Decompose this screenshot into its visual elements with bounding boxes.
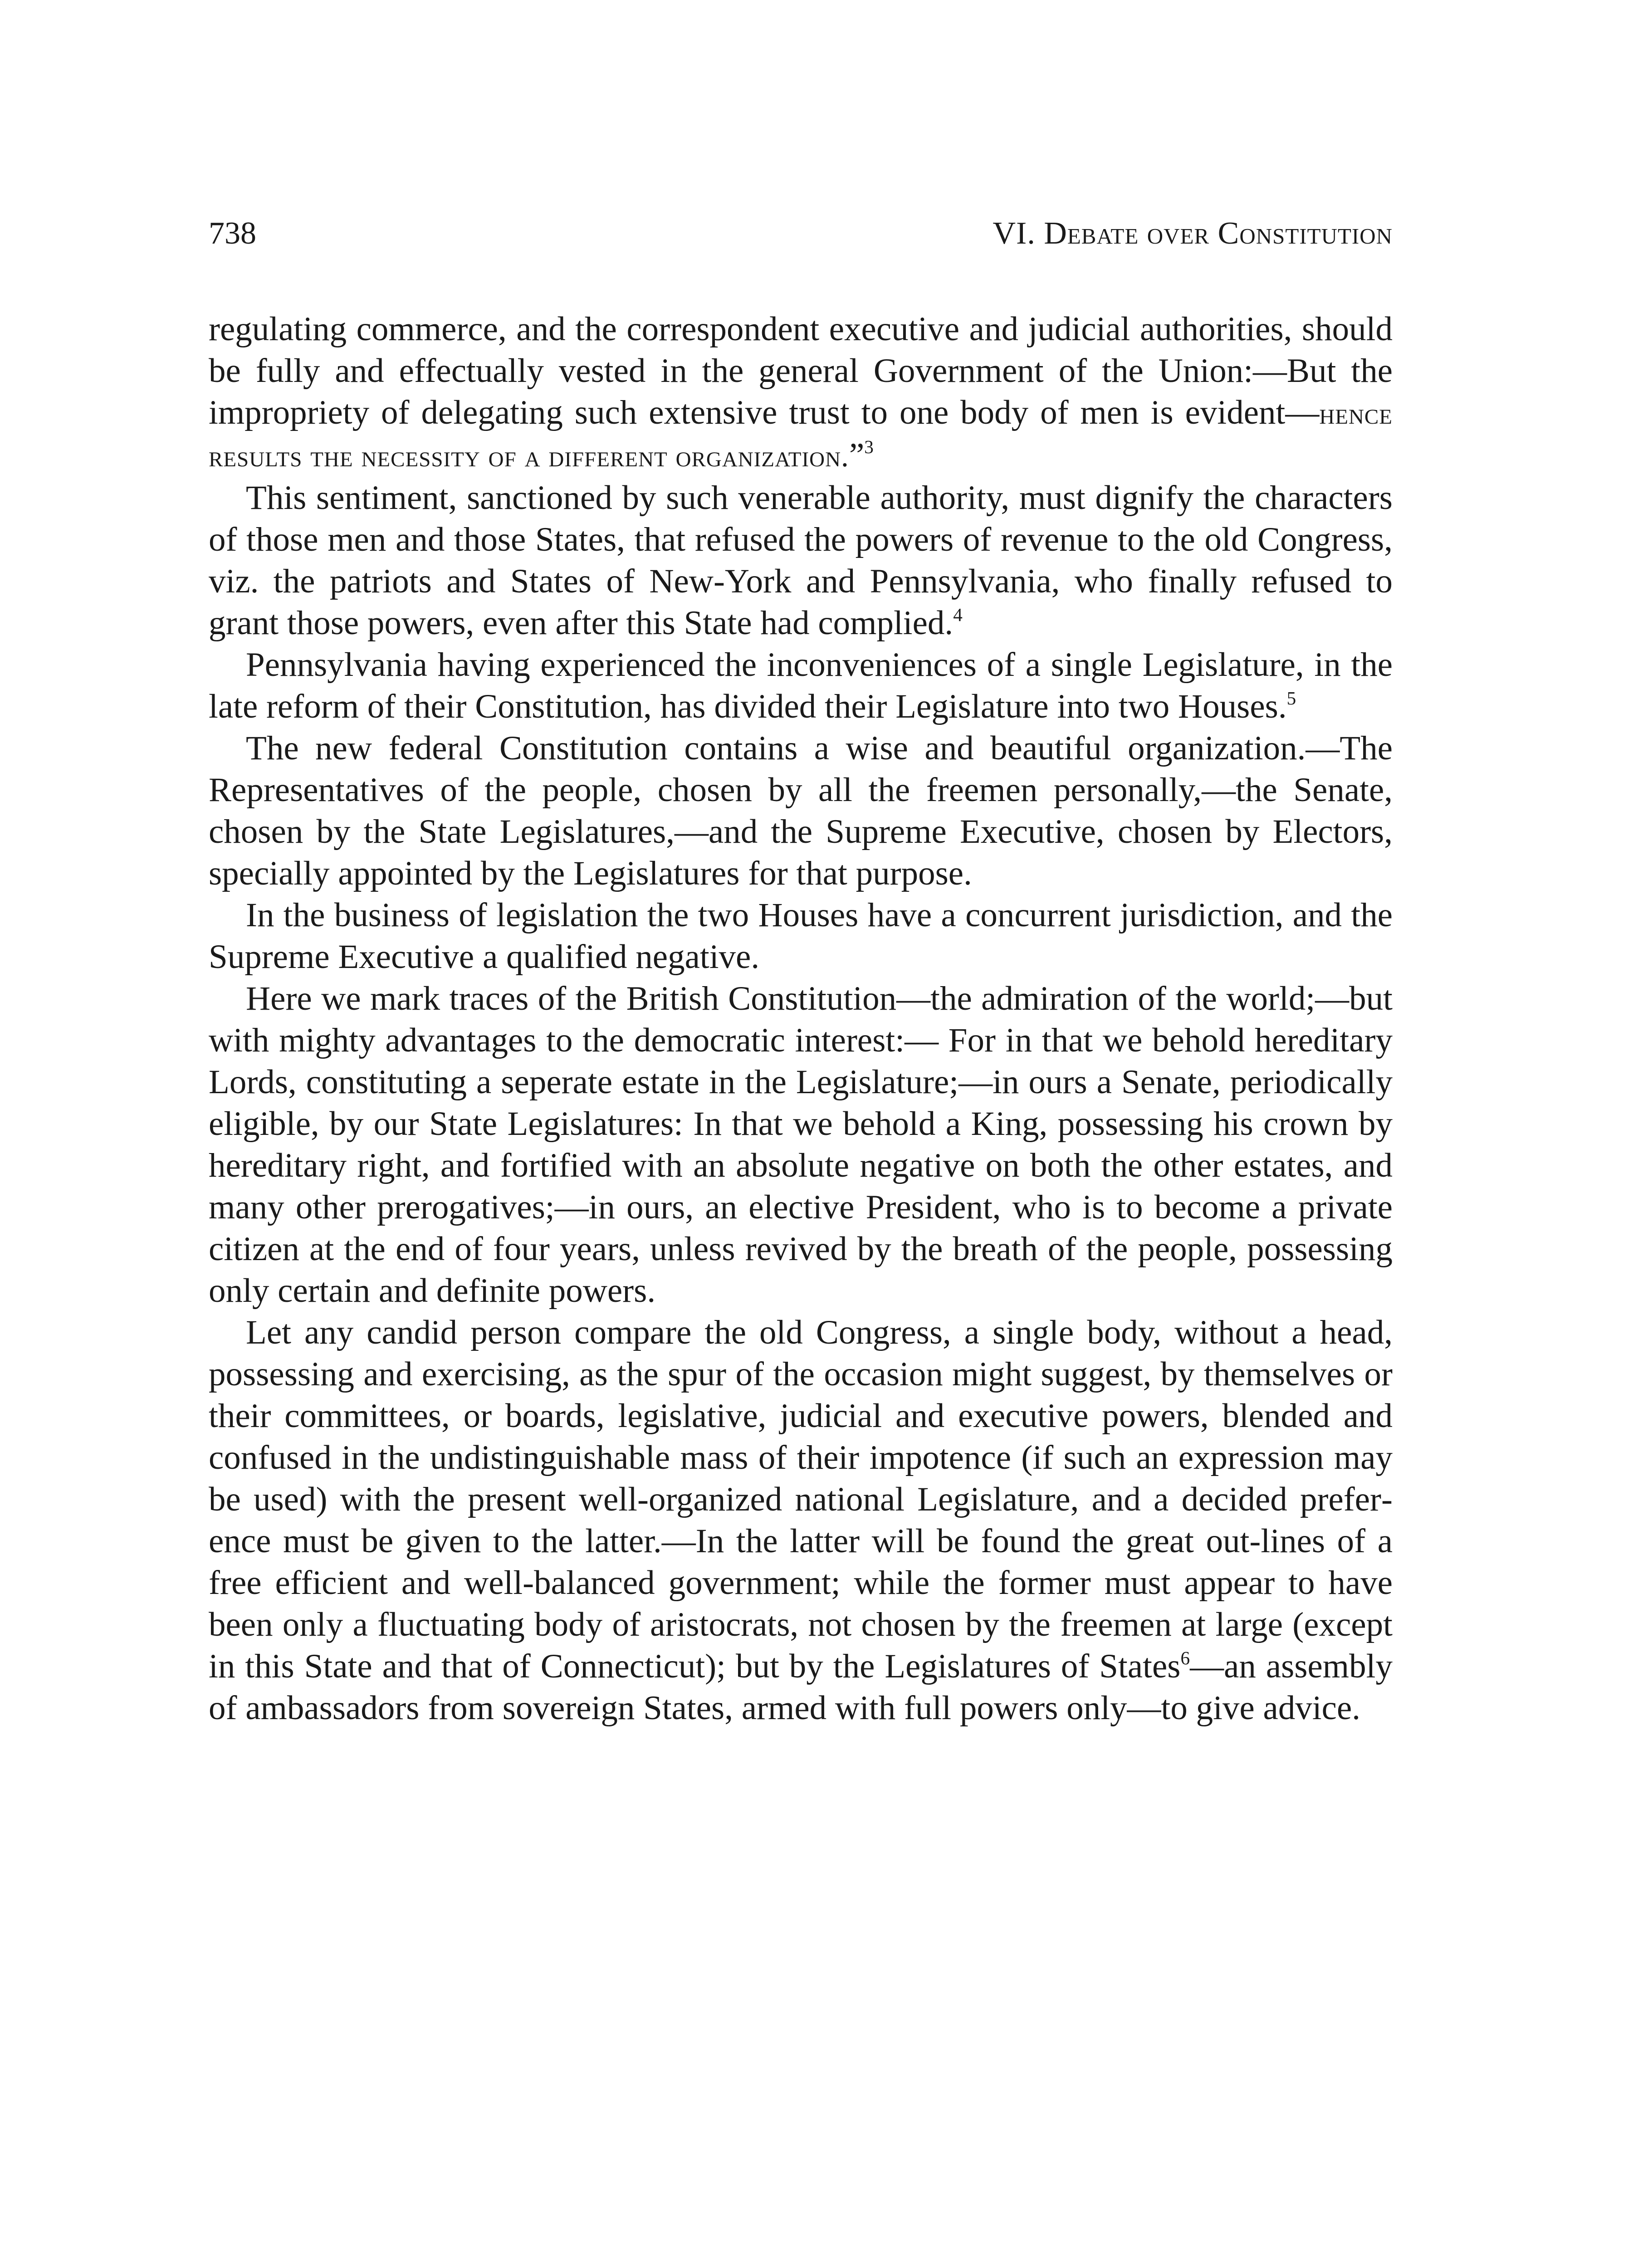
footnote-marker: 4 — [953, 604, 963, 626]
smallcaps-emphasis: hence results the necessity of a different organization. — [209, 396, 1393, 473]
footnote-marker: 3 — [864, 436, 874, 458]
page-number: 738 — [209, 216, 256, 251]
paragraph-text: Here we mark traces of the British Constitution—the admiration of the world;—but with mighty advantages to the democratic interest:— For in that we behold hereditary Lords, constituting a seperate estate in the Legislature;—in ours a Senate, periodically eligible, by our State Legislatures: In that we behold a King, possessing his crown by hereditary right, and fortified with an absolute negative on both the other estates, and many other prerogatives;—in ours, an elective President, who is to become a private citizen at the end of four years, unless revived by the breath of the people, possessing only certain and definite powers. — [209, 980, 1393, 1310]
body-text — [209, 308, 1393, 1729]
paragraph-text: regulating commerce, and the correspondent executive and judicial authorities, should be fully and effectually vested in the general Government of the Union:—But the impropriety of delegating such extensive trust to one body of men is evident— — [209, 310, 1393, 431]
paragraph-text: Let any candid person compare the old Congress, a single body, without a head, possessing and exercising, as the spur of the occasion might suggest, by themselves or their committees, or boards, legislative, judicial and executive powers, blended and confused in the undistinguishable mass of their impotence (if such an expression may be used) with the present well-organized national Legislature, and a decided preference must be given to the latter.—In the latter will be found the great out-lines of a free efficient and well-balanced government; while the former must appear to have been only a fluctuating body of aristocrats, not chosen by the freemen at large (except in this State and that of Connecticut); but by the Legislatures of States — [209, 1314, 1393, 1685]
paragraph-text: Pennsylvania having experienced the inconveniences of a single Legislature, in the late reform of their Constitution, has divided their Legislature into two Houses. — [209, 646, 1393, 725]
paragraph-2 — [209, 477, 1393, 644]
document-page — [209, 213, 1393, 1729]
footnote-marker: 5 — [1286, 688, 1296, 709]
section-title: VI. Debate over Constitution — [993, 216, 1393, 251]
paragraph-5 — [209, 894, 1393, 978]
running-head — [209, 213, 1393, 254]
footnote-marker: 6 — [1180, 1647, 1190, 1669]
paragraph-7 — [209, 1312, 1393, 1729]
paragraph-text-continued: —an assembly of ambassadors from sovereign States, armed with full powers only—to give advice. — [209, 1647, 1393, 1727]
closing-quote: ” — [849, 436, 865, 474]
paragraph-6 — [209, 978, 1393, 1312]
paragraph-1 — [209, 308, 1393, 477]
paragraph-text: The new federal Constitution contains a wise and beautiful organization.—The Representatives of the people, chosen by all the freemen personally,—the Senate, chosen by the State Legislatures,—and the Supreme Executive, chosen by Electors, specially appointed by the Legislatures for that purpose. — [209, 729, 1393, 892]
paragraph-4 — [209, 728, 1393, 894]
paragraph-3 — [209, 644, 1393, 728]
paragraph-text: This sentiment, sanctioned by such venerable authority, must dignify the characters of those men and those States, that refused the powers of revenue to the old Congress, viz. the patriots and States of New-York and Pennsylvania, who finally refused to grant those powers, even after this State had complied. — [209, 479, 1393, 642]
paragraph-text: In the business of legislation the two Houses have a concurrent jurisdiction, and the Supreme Executive a qualified negative. — [209, 896, 1393, 976]
